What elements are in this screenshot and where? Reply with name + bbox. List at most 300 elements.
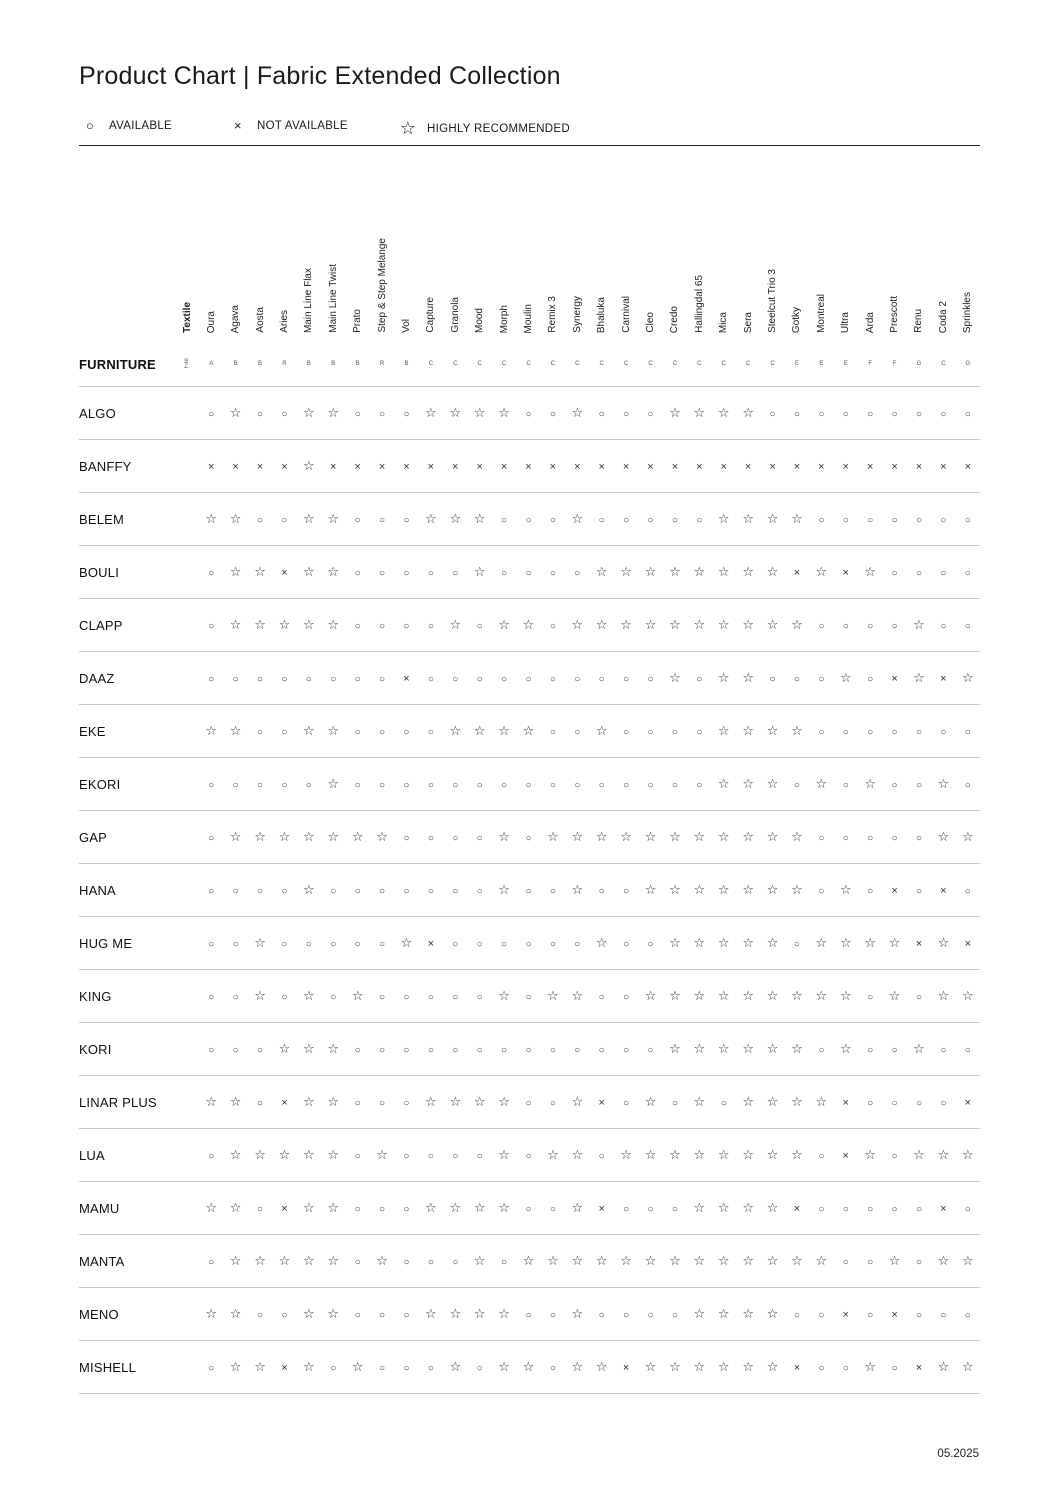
price-code: B (297, 342, 321, 387)
circle-icon: ○ (793, 1310, 800, 1321)
circle-icon: ○ (647, 1204, 654, 1215)
star-icon: ☆ (693, 1200, 706, 1215)
availability-cell (321, 1076, 345, 1129)
availability-cell (370, 1235, 394, 1288)
circle-icon: ○ (818, 1204, 825, 1215)
availability-cell (443, 758, 467, 811)
availability-cell (541, 1023, 565, 1076)
availability-cell (370, 811, 394, 864)
circle-icon: ○ (525, 992, 532, 1003)
cross-icon: × (207, 461, 215, 473)
star-icon: ☆ (425, 1094, 437, 1109)
star-icon: ☆ (815, 1253, 828, 1268)
availability-cell (345, 493, 369, 546)
availability-cell (760, 652, 784, 705)
availability-cell (931, 493, 955, 546)
price-code: C (492, 342, 516, 387)
star-icon: ☆ (449, 405, 462, 420)
circle-icon: ○ (427, 833, 434, 844)
availability-cell (248, 758, 272, 811)
circle-icon: ○ (354, 674, 361, 685)
star-icon: ☆ (254, 564, 266, 579)
star-icon: ☆ (473, 1200, 486, 1215)
table-row (79, 1129, 980, 1182)
table-row (79, 917, 980, 970)
cross-icon: × (500, 461, 508, 473)
availability-cell (590, 599, 614, 652)
availability-cell (834, 1341, 858, 1394)
availability-cell (516, 1235, 540, 1288)
availability-cell (248, 705, 272, 758)
availability-cell (394, 864, 418, 917)
table-row (79, 1341, 980, 1394)
availability-cell (907, 652, 931, 705)
availability-cell (956, 1076, 980, 1129)
availability-cell (638, 1235, 662, 1288)
availability-cell (199, 387, 223, 440)
circle-icon: ○ (476, 886, 483, 897)
availability-cell (345, 811, 369, 864)
circle-icon: ○ (305, 939, 312, 950)
availability-cell (565, 970, 589, 1023)
star-icon: ☆ (961, 988, 974, 1003)
star-icon: ☆ (693, 882, 706, 897)
circle-icon: ○ (818, 409, 825, 420)
footer-date: 05.2025 (937, 1448, 979, 1460)
circle-icon: ○ (964, 409, 971, 420)
availability-cell (565, 1076, 589, 1129)
circle-icon: ○ (256, 727, 264, 738)
availability-cell (223, 546, 247, 599)
availability-cell (272, 1341, 296, 1394)
column-header-fabric (809, 170, 833, 342)
availability-cell (467, 1076, 491, 1129)
textile-cell (175, 1076, 199, 1129)
availability-cell (687, 546, 711, 599)
availability-cell (590, 864, 614, 917)
fabric-names-row (79, 170, 980, 342)
availability-cell (712, 1288, 736, 1341)
star-icon: ☆ (839, 882, 852, 897)
availability-cell (736, 546, 760, 599)
star-icon: ☆ (620, 829, 632, 844)
price-code-row (79, 342, 980, 387)
circle-icon: ○ (525, 939, 532, 950)
availability-cell (394, 970, 418, 1023)
column-header-fabric (297, 170, 321, 342)
circle-icon: ○ (623, 409, 630, 420)
circle-icon: ○ (793, 780, 800, 791)
star-icon: ☆ (229, 1094, 242, 1109)
circle-icon: ○ (525, 1151, 532, 1162)
fabric-name: Synergy (571, 296, 583, 333)
availability-cell (394, 1235, 418, 1288)
availability-cell (858, 1288, 882, 1341)
circle-icon: ○ (671, 780, 678, 791)
star-icon: ☆ (693, 1041, 706, 1056)
availability-cell (907, 705, 931, 758)
availability-cell (614, 387, 638, 440)
circle-icon: ○ (525, 886, 532, 897)
circle-icon: ○ (281, 727, 288, 738)
circle-icon: ○ (379, 1310, 386, 1321)
star-icon: ☆ (425, 1200, 437, 1215)
column-header-fabric (736, 170, 760, 342)
circle-icon: ○ (623, 1098, 630, 1109)
column-header-fabric (614, 170, 638, 342)
circle-icon: ○ (891, 621, 898, 632)
price-code: C (614, 342, 638, 387)
circle-icon: ○ (549, 568, 556, 579)
availability-cell (638, 1341, 662, 1394)
star-icon: ☆ (327, 1306, 340, 1321)
availability-cell (956, 652, 980, 705)
fabric-name: Sera (742, 311, 754, 333)
circle-icon: ○ (842, 1363, 849, 1374)
circle-icon: ○ (696, 780, 703, 791)
availability-cell (907, 970, 931, 1023)
star-icon: ☆ (742, 670, 754, 685)
availability-cell (223, 387, 247, 440)
availability-cell (785, 1182, 809, 1235)
furniture-name: EKORI (79, 758, 175, 811)
availability-cell (272, 1023, 296, 1076)
circle-icon: ○ (867, 621, 874, 632)
star-icon: ☆ (449, 1359, 462, 1374)
circle-icon: ○ (379, 992, 386, 1003)
availability-cell (199, 811, 223, 864)
circle-icon: ○ (940, 515, 947, 526)
availability-cell (834, 811, 858, 864)
table-row (79, 1182, 980, 1235)
star-icon: ☆ (669, 405, 681, 420)
fabric-name: Main Line Twist (327, 264, 339, 333)
circle-icon: ○ (940, 621, 947, 632)
availability-cell (638, 705, 662, 758)
circle-icon: ○ (256, 409, 264, 420)
fabric-name: Cleo (645, 312, 657, 333)
availability-cell (565, 387, 589, 440)
availability-cell (419, 387, 443, 440)
availability-cell (956, 599, 980, 652)
star-icon: ☆ (498, 617, 510, 632)
availability-cell (516, 1023, 540, 1076)
cross-icon: × (525, 461, 532, 473)
circle-icon: ○ (379, 1045, 386, 1056)
circle-icon: ○ (915, 886, 922, 897)
star-icon: ☆ (742, 1200, 754, 1215)
availability-cell (907, 811, 931, 864)
availability-cell (492, 917, 516, 970)
availability-cell (370, 705, 394, 758)
availability-cell (321, 758, 345, 811)
star-icon: ☆ (717, 405, 730, 420)
availability-cell (516, 493, 540, 546)
availability-cell (223, 811, 247, 864)
availability-cell (199, 1023, 223, 1076)
circle-icon: ○ (793, 674, 800, 685)
availability-cell (785, 493, 809, 546)
circle-icon: ○ (818, 1363, 825, 1374)
circle-icon: ○ (623, 886, 630, 897)
star-icon: ☆ (644, 1359, 657, 1374)
availability-cell (858, 546, 882, 599)
cross-icon: × (330, 461, 337, 473)
circle-icon: ○ (891, 833, 898, 844)
circle-icon: ○ (842, 515, 849, 526)
star-icon: ☆ (278, 617, 291, 632)
legend-highly-recommended-label: HIGHLY RECOMMENDED (427, 122, 570, 135)
availability-cell (663, 493, 687, 546)
cross-icon: × (281, 1097, 288, 1109)
circle-icon: ○ (549, 939, 556, 950)
availability-cell (931, 970, 955, 1023)
availability-cell (760, 1288, 784, 1341)
circle-icon: ○ (403, 515, 410, 526)
star-icon: ☆ (742, 935, 754, 950)
availability-cell (223, 1023, 247, 1076)
cross-icon: × (427, 938, 435, 950)
star-icon: ☆ (303, 1147, 315, 1162)
table-row (79, 440, 980, 493)
circle-icon: ○ (891, 727, 898, 738)
star-icon: ☆ (937, 1253, 950, 1268)
cross-icon: × (793, 567, 801, 579)
availability-cell (199, 599, 223, 652)
star-icon: ☆ (937, 988, 950, 1003)
availability-cell (565, 652, 589, 705)
circle-icon: ○ (647, 780, 654, 791)
circle-icon: ○ (427, 780, 434, 791)
price-code: F (858, 342, 882, 387)
availability-cell (760, 705, 784, 758)
star-icon: ☆ (254, 1147, 266, 1162)
star-icon: ☆ (498, 829, 510, 844)
circle-icon: ○ (598, 992, 605, 1003)
star-icon: ☆ (888, 935, 901, 950)
circle-icon: ○ (501, 1257, 508, 1268)
fabric-name: Capture (425, 297, 437, 333)
availability-cell (223, 1235, 247, 1288)
availability-cell (492, 1235, 516, 1288)
price-code: C (443, 342, 467, 387)
cross-icon: × (891, 673, 898, 685)
circle-icon: ○ (208, 568, 215, 579)
availability-cell (712, 440, 736, 493)
star-icon: ☆ (693, 1094, 706, 1109)
star-icon: ☆ (669, 617, 681, 632)
star-icon: ☆ (303, 458, 315, 473)
availability-cell (858, 864, 882, 917)
availability-cell (321, 917, 345, 970)
circle-icon: ○ (452, 1257, 459, 1268)
availability-cell (858, 652, 882, 705)
star-icon: ☆ (278, 1041, 291, 1056)
fabric-name: Mica (718, 311, 730, 333)
column-header-fabric (394, 170, 418, 342)
star-icon: ☆ (693, 564, 706, 579)
availability-cell (663, 864, 687, 917)
availability-cell (223, 599, 247, 652)
star-icon: ☆ (205, 723, 218, 738)
fabric-name: Step & Step Melange (376, 238, 388, 333)
availability-cell (614, 1235, 638, 1288)
circle-icon: ○ (403, 621, 410, 632)
availability-cell (809, 864, 833, 917)
availability-cell (516, 1076, 540, 1129)
availability-cell (736, 1235, 760, 1288)
star-icon: ☆ (864, 776, 876, 791)
legend-divider (79, 145, 980, 146)
availability-cell (712, 864, 736, 917)
availability-cell (712, 493, 736, 546)
star-icon: ☆ (205, 1200, 218, 1215)
availability-cell (565, 917, 589, 970)
circle-icon: ○ (501, 1045, 508, 1056)
table-row (79, 493, 980, 546)
availability-cell (858, 1235, 882, 1288)
circle-icon: ○ (330, 1363, 337, 1374)
price-code: C (467, 342, 491, 387)
star-icon: ☆ (742, 1094, 754, 1109)
availability-cell (931, 1288, 955, 1341)
availability-cell (687, 652, 711, 705)
availability-cell (736, 1182, 760, 1235)
availability-cell (199, 758, 223, 811)
circle-icon: ○ (427, 886, 434, 897)
furniture-name: KORI (79, 1023, 175, 1076)
star-icon: ☆ (425, 511, 437, 526)
availability-cell (882, 652, 906, 705)
textile-cell (175, 811, 199, 864)
circle-icon: ○ (549, 1098, 556, 1109)
availability-cell (638, 440, 662, 493)
availability-cell (565, 758, 589, 811)
availability-cell (907, 1076, 931, 1129)
star-icon: ☆ (498, 405, 510, 420)
availability-cell (663, 705, 687, 758)
availability-cell (907, 1129, 931, 1182)
cross-icon: × (842, 567, 849, 579)
circle-icon: ○ (867, 1257, 874, 1268)
availability-cell (370, 1023, 394, 1076)
star-icon: ☆ (229, 1359, 242, 1374)
star-icon: ☆ (815, 776, 828, 791)
availability-cell (809, 1076, 833, 1129)
circle-icon: ○ (403, 1045, 410, 1056)
circle-icon: ○ (940, 727, 947, 738)
circle-icon: ○ (354, 1098, 361, 1109)
availability-cell (956, 440, 980, 493)
availability-cell (370, 652, 394, 705)
availability-cell (614, 1288, 638, 1341)
availability-cell (419, 811, 443, 864)
availability-cell (907, 493, 931, 546)
availability-cell (541, 1076, 565, 1129)
availability-cell (663, 970, 687, 1023)
availability-cell (687, 387, 711, 440)
star-icon: ☆ (717, 1200, 730, 1215)
availability-cell (516, 1182, 540, 1235)
circle-icon: ○ (867, 1310, 874, 1321)
star-icon: ☆ (937, 1359, 950, 1374)
circle-icon: ○ (623, 780, 630, 791)
star-icon: ☆ (595, 1359, 608, 1374)
star-icon: ☆ (864, 564, 876, 579)
availability-cell (370, 1182, 394, 1235)
star-icon: ☆ (937, 776, 950, 791)
availability-cell (956, 917, 980, 970)
availability-cell (931, 1341, 955, 1394)
circle-icon: ○ (501, 939, 508, 950)
textile-cell (175, 1235, 199, 1288)
fabric-name: Aosta (254, 307, 266, 333)
circle-icon: ○ (452, 833, 459, 844)
availability-cell (834, 1235, 858, 1288)
availability-cell (638, 1182, 662, 1235)
circle-icon: ○ (281, 515, 288, 526)
circle-icon: ○ (354, 1257, 361, 1268)
star-icon: ☆ (205, 511, 218, 526)
circle-icon: ○ (964, 1204, 971, 1215)
star-icon: ☆ (766, 1094, 779, 1109)
availability-cell (638, 1023, 662, 1076)
availability-cell (736, 917, 760, 970)
legend-not-available (227, 118, 348, 133)
table-row (79, 1023, 980, 1076)
availability-cell (492, 1023, 516, 1076)
availability-cell (419, 1235, 443, 1288)
star-icon: ☆ (327, 564, 340, 579)
star-icon: ☆ (815, 1094, 828, 1109)
availability-cell (370, 1341, 394, 1394)
star-icon: ☆ (425, 1306, 437, 1321)
availability-cell (443, 1182, 467, 1235)
availability-cell (614, 970, 638, 1023)
availability-cell (785, 970, 809, 1023)
availability-cell (467, 811, 491, 864)
availability-cell (516, 1288, 540, 1341)
availability-cell (590, 917, 614, 970)
star-icon: ☆ (717, 829, 730, 844)
availability-cell (687, 1182, 711, 1235)
cross-icon: × (891, 885, 898, 897)
price-code: B (345, 342, 369, 387)
column-header-fabric (858, 170, 882, 342)
availability-cell (931, 652, 955, 705)
star-icon: ☆ (547, 1147, 559, 1162)
availability-cell (736, 652, 760, 705)
fabric-name: Prescott (889, 296, 901, 333)
availability-cell (223, 864, 247, 917)
availability-cell (370, 1076, 394, 1129)
availability-cell (565, 1023, 589, 1076)
availability-cell (736, 387, 760, 440)
circle-icon: ○ (818, 621, 825, 632)
circle-icon: ○ (379, 515, 386, 526)
star-icon: ☆ (400, 935, 413, 950)
fabric-name: Carnival (620, 296, 632, 333)
circle-icon: ○ (403, 1310, 410, 1321)
star-icon: ☆ (766, 1253, 779, 1268)
star-icon: ☆ (742, 1359, 754, 1374)
circle-icon: ○ (867, 515, 874, 526)
availability-cell (321, 1235, 345, 1288)
availability-cell (882, 599, 906, 652)
star-icon: ☆ (327, 776, 340, 791)
availability-cell (931, 864, 955, 917)
availability-cell (248, 1182, 272, 1235)
